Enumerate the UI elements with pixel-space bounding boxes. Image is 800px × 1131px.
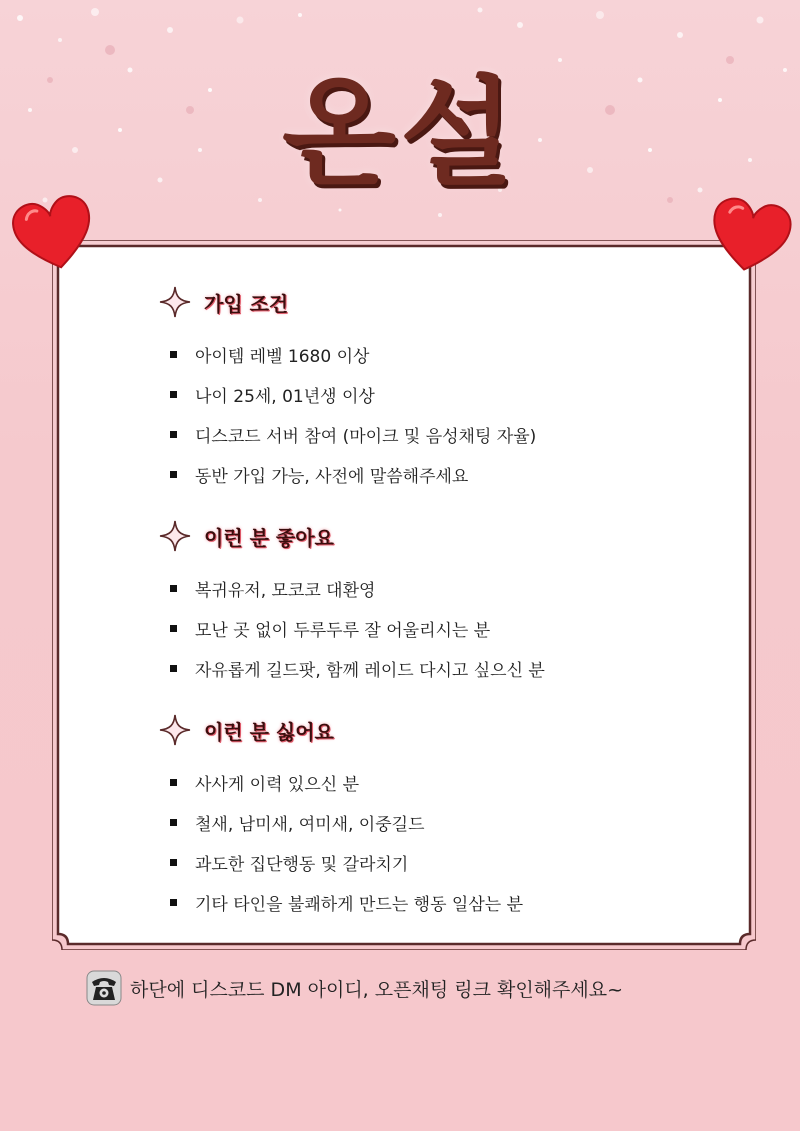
- page-title: 온설: [282, 64, 518, 202]
- section-title: 이런 분 좋아요: [204, 525, 334, 550]
- bullet-icon: [170, 779, 177, 786]
- section-header: [158, 710, 748, 750]
- section-title: 가입 조건: [204, 291, 289, 316]
- bullet-icon: [170, 859, 177, 866]
- list-item: [158, 842, 748, 882]
- bullet-icon: [170, 899, 177, 906]
- content: [158, 282, 748, 944]
- item-text: 아이템 레벨 1680 이상: [195, 346, 370, 367]
- bullet-icon: [170, 391, 177, 398]
- telephone-icon: [86, 970, 122, 1006]
- list-item: [158, 608, 748, 648]
- footer-text: 하단에 디스코드 DM 아이디, 오픈채팅 링크 확인해주세요~: [130, 978, 624, 1001]
- section-title: 이런 분 싫어요: [204, 719, 334, 744]
- bullet-icon: [170, 585, 177, 592]
- bullet-icon: [170, 665, 177, 672]
- list-item: [158, 882, 748, 922]
- item-text: 과도한 집단행동 및 갈라치기: [195, 854, 409, 875]
- section-likes: [158, 516, 748, 688]
- bullet-icon: [170, 819, 177, 826]
- bullet-icon: [170, 625, 177, 632]
- item-text: 철새, 남미새, 여미새, 이중길드: [195, 814, 425, 835]
- section-join-conditions: [158, 282, 748, 494]
- footer-note: [86, 970, 623, 1006]
- item-text: 동반 가입 가능, 사전에 말씀해주세요: [195, 466, 469, 487]
- list-item: [158, 648, 748, 688]
- section-dislikes: [158, 710, 748, 922]
- item-text: 모난 곳 없이 두루두루 잘 어울리시는 분: [195, 620, 491, 641]
- list-item: [158, 374, 748, 414]
- item-text: 디스코드 서버 참여 (마이크 및 음성채팅 자율): [195, 426, 537, 447]
- item-list: [158, 568, 748, 688]
- list-item: [158, 802, 748, 842]
- sparkle-icon: [158, 713, 192, 747]
- section-header: [158, 516, 748, 556]
- heart-icon: [702, 191, 798, 280]
- sparkle-icon: [158, 285, 192, 319]
- item-text: 복귀유저, 모코코 대환영: [195, 580, 376, 601]
- item-text: 기타 타인을 불쾌하게 만드는 행동 일삼는 분: [195, 894, 524, 915]
- bullet-icon: [170, 431, 177, 438]
- item-list: [158, 334, 748, 494]
- item-text: 사사게 이력 있으신 분: [195, 774, 360, 795]
- bullet-icon: [170, 351, 177, 358]
- list-item: [158, 568, 748, 608]
- item-text: 나이 25세, 01년생 이상: [195, 386, 375, 407]
- sparkle-icon: [158, 519, 192, 553]
- list-item: [158, 414, 748, 454]
- list-item: [158, 454, 748, 494]
- section-header: [158, 282, 748, 322]
- list-item: [158, 762, 748, 802]
- item-list: [158, 762, 748, 922]
- item-text: 자유롭게 길드팟, 함께 레이드 다시고 싶으신 분: [195, 660, 545, 681]
- list-item: [158, 334, 748, 374]
- bullet-icon: [170, 471, 177, 478]
